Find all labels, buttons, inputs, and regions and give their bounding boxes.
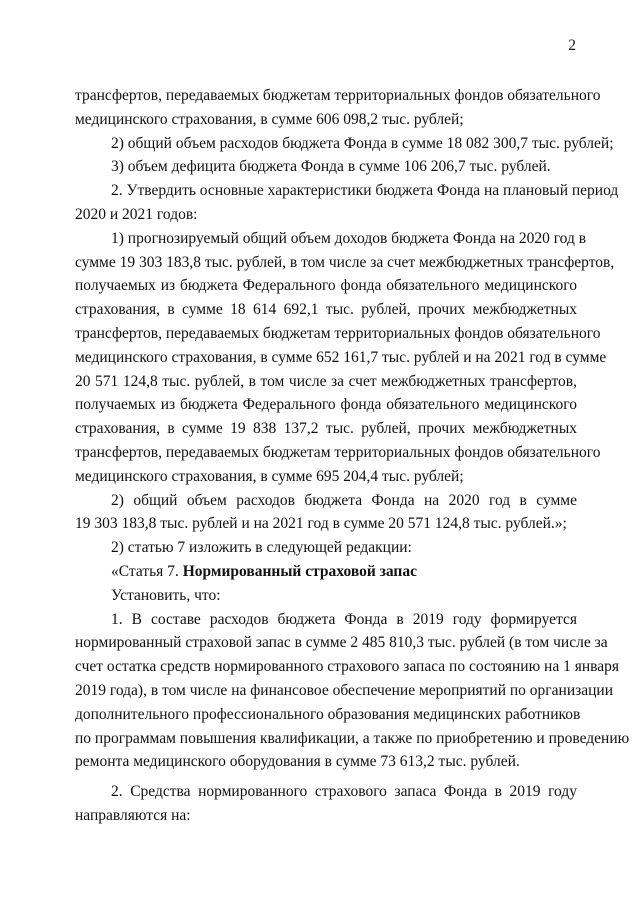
text-line: трансфертов, передаваемых бюджетам территориальных фондов обязательного [75,87,601,104]
text-line: по программам повышения квалификации, а также по приобретению и проведению [75,729,630,747]
text-line: получаемых из бюджета Федерального фонда обязательного медицинского [75,277,577,295]
text-line: 2. Утвердить основные характеристики бюджета Фонда на плановый период [111,182,619,200]
text-line: трансфертов, передаваемых бюджетам территориальных фондов обязательного [75,443,601,461]
text-line: направляются на: [75,806,191,824]
text-line: страхования, в сумме 19 838 137,2 тыс. рублей, прочих межбюджетных [75,420,577,438]
text-line: счет остатка средств нормированного страхового запаса по состоянию на 1 января [75,658,620,676]
text-line: 2) статью 7 изложить в следующей редакции: [111,539,412,557]
text-line: медицинского страхования, в сумме 606 098,2 тыс. рублей; [75,110,464,128]
text-line: трансфертов, передаваемых бюджетам территориальных фондов обязательного [75,324,601,342]
text-line: сумме 19 303 183,8 тыс. рублей, в том числе за счет межбюджетных трансфертов, [75,253,615,271]
text-line: 2) общий объем расходов бюджета Фонда в сумме 18 082 300,7 тыс. рублей; [111,134,614,152]
document-body [75,84,630,828]
text-line: 2019 года), в том числе на финансовое обеспечение мероприятий по организации [75,681,613,699]
text-line: 2. Средства нормированного страхового запаса Фонда в 2019 году [111,783,577,801]
article-heading [75,560,577,584]
article-title: Нормированный страховой запас [182,562,417,580]
text-line: нормированный страховой запас в сумме 2 485 810,3 тыс. рублей (в том числе за [75,634,608,652]
article-number: «Статья 7. [111,562,183,580]
text-line: страхования, в сумме 18 614 692,1 тыс. рублей, прочих межбюджетных [75,301,577,319]
text-line: 1. В составе расходов бюджета Фонда в 2019 году формируется [111,610,577,628]
text-line: 20 571 124,8 тыс. рублей, в том числе за счет межбюджетных трансфертов, [75,372,577,390]
text-line: 19 303 183,8 тыс. рублей и на 2021 год в сумме 20 571 124,8 тыс. рублей.»; [75,515,567,533]
text-line: дополнительного профессионального образования медицинских работников [75,705,581,723]
text-line: 2) общий объем расходов бюджета Фонда на 2020 год в сумме [111,491,577,509]
text-line: ремонта медицинского оборудования в сумме 73 613,2 тыс. рублей. [75,753,520,771]
text-line: Установить, что: [111,586,221,604]
text-line: медицинского страхования, в сумме 695 204,4 тыс. рублей; [75,467,464,485]
text-line: получаемых из бюджета Федерального фонда обязательного медицинского [75,396,577,414]
text-line: 1) прогнозируемый общий объем доходов бюджета Фонда на 2020 год в [111,229,587,247]
page-number: 2 [568,37,576,54]
text-line: 3) объем дефицита бюджета Фонда в сумме 106 206,7 тыс. рублей. [111,158,551,176]
text-line: медицинского страхования, в сумме 652 161,7 тыс. рублей и на 2021 год в сумме [75,348,607,366]
text-line: 2020 и 2021 годов: [75,205,198,223]
